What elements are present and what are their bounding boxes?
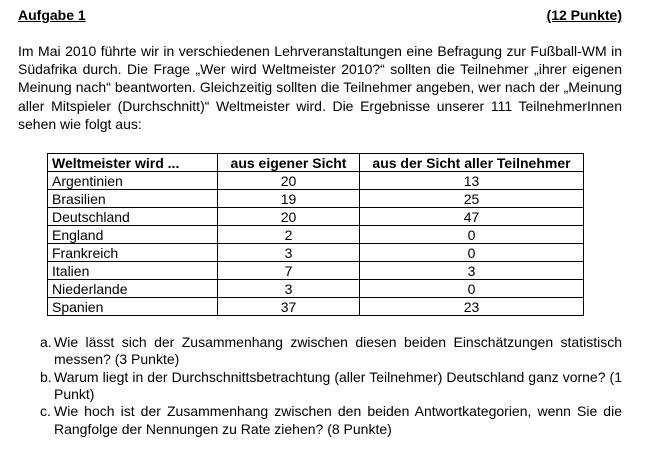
intro-paragraph: Im Mai 2010 führte wir in verschiedenen Lehrveranstaltungen eine Befragung zur Fußball-WM in Südafrika durch. Die Frage „Wer wird Weltmeister 2010?“ sollten die Teilnehmer „ihrer eigenen Meinung nach“ beantworten. Gleichzeitig sollten die Teilnehmer angeben, wer nach der „Meinung aller Mitspieler (Durchschnitt)“ Weltmeister wird. Die Ergebnisse unserer 111 TeilnehmerInnen sehen wie folgt aus: — [18, 43, 622, 132]
table-row — [48, 226, 584, 244]
all-cell: 47 — [360, 208, 584, 226]
table-row — [48, 298, 584, 316]
all-cell: 0 — [360, 226, 584, 244]
team-cell: Brasilien — [48, 190, 218, 208]
all-cell: 0 — [360, 280, 584, 298]
own-cell: 2 — [218, 226, 360, 244]
team-cell: England — [48, 226, 218, 244]
results-table — [47, 153, 584, 316]
team-cell: Deutschland — [48, 208, 218, 226]
team-cell: Spanien — [48, 298, 218, 316]
table-row — [48, 208, 584, 226]
question-marker: a. — [40, 334, 52, 351]
question-item — [18, 403, 622, 438]
exercise-points: (12 Punkte) — [546, 7, 622, 23]
table-row — [48, 172, 584, 190]
question-marker: c. — [40, 403, 51, 420]
exercise-header — [18, 6, 622, 24]
own-cell: 7 — [218, 262, 360, 280]
table-row — [48, 190, 584, 208]
question-marker: b. — [40, 368, 52, 385]
all-cell: 23 — [360, 298, 584, 316]
table-header-row — [48, 154, 584, 172]
own-cell: 37 — [218, 298, 360, 316]
all-cell: 3 — [360, 262, 584, 280]
question-text: Wie hoch ist der Zusammenhang zwischen den beiden Antwortkategorien, wenn Sie die Rangfolge der Nennungen zu Rate ziehen? (8 Punkte) — [54, 403, 622, 437]
team-cell: Italien — [48, 262, 218, 280]
question-text: Wie lässt sich der Zusammenhang zwischen diesen beiden Einschätzungen statistisch messen? (3 Punkte) — [54, 334, 622, 368]
exercise-title: Aufgabe 1 — [18, 7, 86, 23]
question-list — [18, 334, 622, 438]
all-cell: 25 — [360, 190, 584, 208]
all-cell: 13 — [360, 172, 584, 190]
own-cell: 3 — [218, 244, 360, 262]
header-own-view: aus eigener Sicht — [218, 154, 360, 172]
own-cell: 20 — [218, 172, 360, 190]
own-cell: 3 — [218, 280, 360, 298]
all-cell: 0 — [360, 244, 584, 262]
team-cell: Niederlande — [48, 280, 218, 298]
own-cell: 20 — [218, 208, 360, 226]
exercise-page — [18, 6, 622, 438]
question-text: Warum liegt in der Durchschnittsbetrachtung (aller Teilnehmer) Deutschland ganz vorne? (1 Punkt) — [54, 368, 622, 402]
table-row — [48, 262, 584, 280]
own-cell: 19 — [218, 190, 360, 208]
question-item — [18, 334, 622, 369]
question-item — [18, 369, 622, 404]
team-cell: Frankreich — [48, 244, 218, 262]
team-cell: Argentinien — [48, 172, 218, 190]
table-row — [48, 244, 584, 262]
header-all-view: aus der Sicht aller Teilnehmer — [360, 154, 584, 172]
table-row — [48, 280, 584, 298]
header-team: Weltmeister wird ... — [48, 154, 218, 172]
